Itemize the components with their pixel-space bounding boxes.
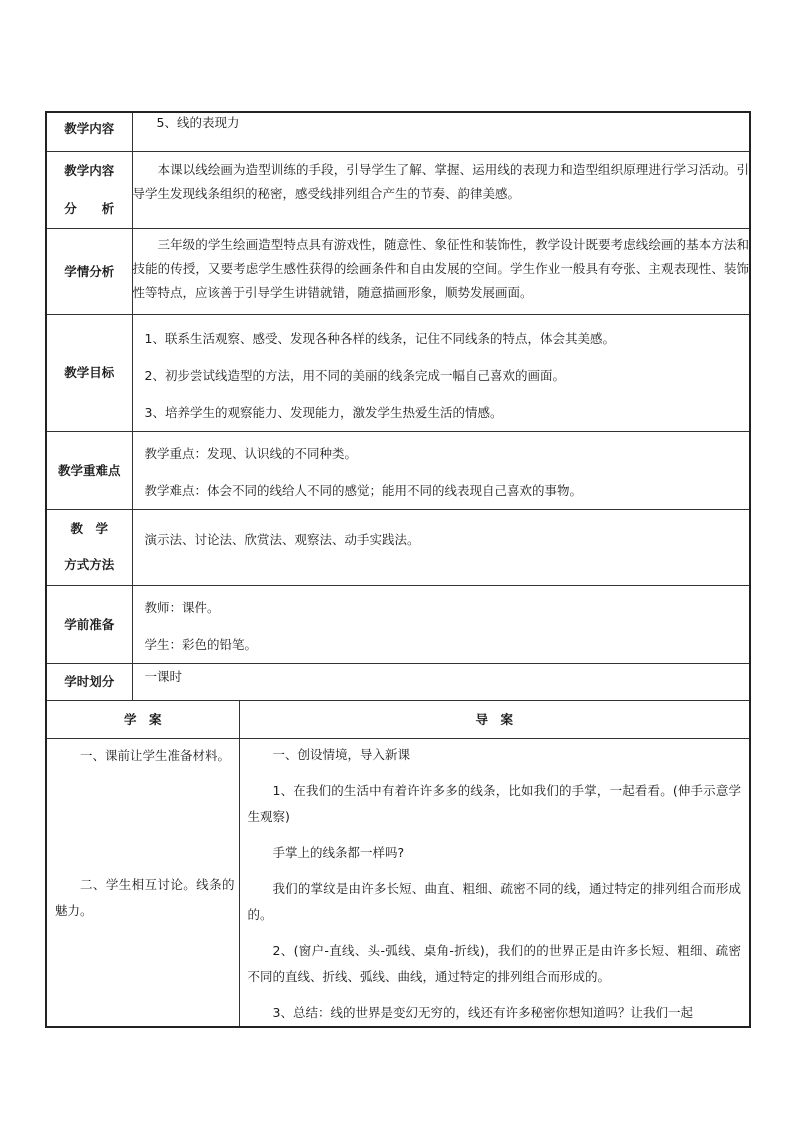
label-analysis-1: 教学内容 [64,162,115,178]
row-analysis [46,151,750,228]
plan-left-item: 一、课前让学生准备材料。 [80,747,231,763]
plan-left-column [46,738,239,1027]
label-keypoints: 教学重难点 [46,431,132,509]
time-text: 一课时 [144,668,183,684]
label-methods [46,509,132,585]
label-methods-1: 教 学 [70,521,108,536]
row-methods [46,509,750,585]
label-analysis-2: 分 析 [64,200,115,216]
keypoint-item: 教学难点：体会不同的线给人不同的感觉；能用不同的线表现自己喜欢的事物。 [144,482,583,498]
row-time [46,663,750,700]
analysis-text: 本课以线绘画为造型训练的手段，引导学生了解、掌握、运用线的表现力和造型组织原理进行学习活动。引导学生发现线条组织的秘密，感受线排列组合产生的节奏、韵律美感。 [132,161,749,201]
row-plan-header [46,700,750,738]
label-goals: 教学目标 [46,314,132,431]
keypoint-item: 教学重点：发现、认识线的不同种类。 [144,445,358,461]
label-prep: 学前准备 [46,585,132,663]
plan-right-item: 3、总结：线的世界是变幻无穷的，线还有许多秘密你想知道吗？让我们一起 [272,1004,693,1020]
label-content: 教学内容 [46,112,132,151]
prep-item: 学生：彩色的铅笔。 [144,636,258,652]
plan-left-item: 二、学生相互讨论。线条的魅力。 [55,876,235,918]
label-student: 学情分析 [46,228,132,314]
row-content [46,112,750,151]
plan-right-item: 手掌上的线条都一样吗? [272,844,405,860]
plan-right-column [239,738,750,1027]
student-text: 三年级的学生绘画造型特点具有游戏性，随意性、象征性和装饰性，教学设计既要考虑线绘画的基本方法和技能的传授，又要考虑学生感性获得的绘画条件和自由发展的空间。学生作业一般具有夸张、主观表现性、装饰性等特点，应该善于引导学生讲错就错，随意描画形象，顺势发展画面。 [132,236,749,300]
goal-item: 2、初步尝试线造型的方法，用不同的美丽的线条完成一幅自己喜欢的画面。 [144,367,565,383]
label-methods-2: 方式方法 [64,557,115,572]
plan-right-header: 导 案 [239,700,750,738]
row-goals [46,314,750,431]
methods-text: 演示法、讨论法、欣赏法、观察法、动手实践法。 [144,531,420,547]
label-time: 学时划分 [46,663,132,700]
row-keypoints [46,431,750,509]
lesson-plan-table [45,111,751,1028]
goal-item: 3、培养学生的观察能力、发现能力，激发学生热爱生活的情感。 [144,404,503,420]
plan-right-item: 1、在我们的生活中有着许许多多的线条，比如我们的手掌，一起看看。(伸手示意学生观察) [247,782,741,824]
goal-item: 1、联系生活观察、感受、发现各种各样的线条，记住不同线条的特点，体会其美感。 [144,330,615,346]
row-plan-body [46,738,750,1027]
prep-item: 教师：课件。 [144,599,220,615]
plan-right-item: 我们的掌纹是由许多长短、曲直、粗细、疏密不同的线，通过特定的排列组合而形成的。 [247,880,741,922]
plan-right-item: 一、创设情境，导入新课 [272,746,411,762]
row-prep [46,585,750,663]
content-text: 5、线的表现力 [156,115,240,130]
plan-right-item: 2、(窗户-直线、头-弧线、桌角-折线)，我们的的世界正是由许多长短、粗细、疏密不同的直线、折线、弧线、曲线，通过特定的排列组合而形成的。 [247,942,741,984]
plan-left-header: 学 案 [46,700,239,738]
label-analysis [46,151,132,228]
row-student [46,228,750,314]
